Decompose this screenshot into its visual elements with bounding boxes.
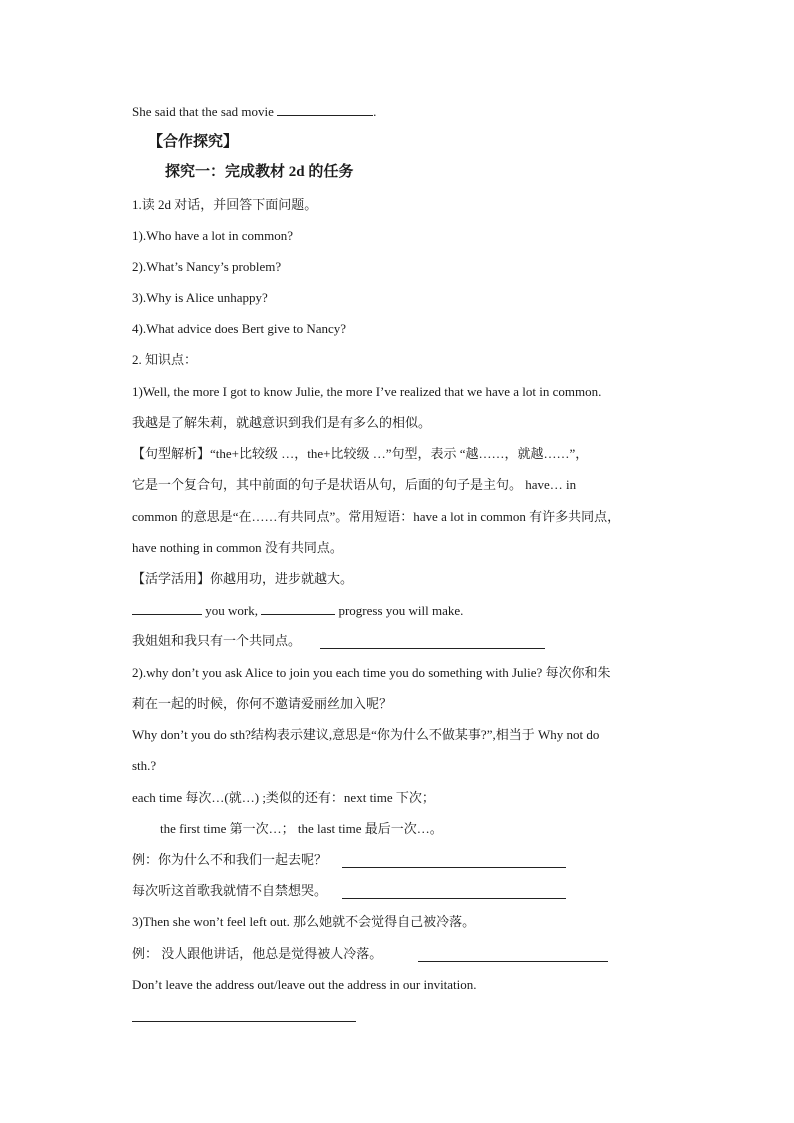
answer-line[interactable] xyxy=(132,1021,356,1022)
answer-line[interactable] xyxy=(342,898,566,899)
knowledge-point-1-translation: 我越是了解朱莉，就越意识到我们是有多么的相似。 xyxy=(132,415,432,430)
answer-blank[interactable] xyxy=(132,601,202,615)
sentence-analysis-line-1: 【句型解析】“the+比较级 …，the+比较级 …”句型，表示 “越……，就越……”， xyxy=(132,446,589,461)
question-1: 1).Who have a lot in common? xyxy=(132,228,294,243)
knowledge-heading: 2. 知识点： xyxy=(132,352,198,367)
sentence-analysis-line-3: common 的意思是“在……有共同点”。常用短语：have a lot in common 有许多共同点， xyxy=(132,509,621,524)
sentence-analysis-line-2: 它是一个复合句，其中前面的句子是状语从句，后面的句子是主句。 have… in xyxy=(132,477,577,492)
question-3: 3).Why is Alice unhappy? xyxy=(132,290,268,305)
sentence-analysis-line-4: have nothing in common 没有共同点。 xyxy=(132,540,343,555)
suggestion-structure-line-2: sth.? xyxy=(132,758,157,773)
example-why-not-go: 例：你为什么不和我们一起去呢？ xyxy=(132,852,328,867)
example-leave-out-address: Don’t leave the address out/leave out the address in our invitation. xyxy=(132,977,477,992)
example-song-cry: 每次听这首歌我就情不自禁想哭。 xyxy=(132,883,328,898)
section-heading-inquiry-one: 探究一：完成教材 2d 的任务 xyxy=(165,164,354,180)
answer-line[interactable] xyxy=(418,961,608,962)
practice-fill-sentence: you work, progress you will make. xyxy=(132,601,463,620)
each-time-note: each time 每次…(就…) ;类似的还有：next time 下次； xyxy=(132,790,435,805)
knowledge-point-3: 3)Then she won’t feel left out. 那么她就不会觉得自己被冷落。 xyxy=(132,914,476,929)
answer-line[interactable] xyxy=(320,648,545,649)
answer-blank[interactable] xyxy=(277,102,373,116)
practice-prompt: 【活学活用】你越用功，进步就越大。 xyxy=(132,571,354,586)
knowledge-point-1: 1)Well, the more I got to know Julie, the more I’ve realized that we have a lot in common. xyxy=(132,384,602,399)
first-last-time-note: the first time 第一次…； the last time 最后一次…。 xyxy=(160,821,443,836)
knowledge-point-2-translation: 莉在一起的时候，你何不邀请爱丽丝加入呢？ xyxy=(132,696,393,711)
question-4: 4).What advice does Bert give to Nancy? xyxy=(132,321,347,336)
task-instruction: 1.读 2d 对话，并回答下面问题。 xyxy=(132,197,318,212)
sentence-sad-movie: She said that the sad movie . xyxy=(132,104,377,119)
example-left-out: 例： 没人跟他讲话，他总是觉得被人冷落。 xyxy=(132,946,383,961)
suggestion-structure-line-1: Why don’t you do sth?结构表示建议,意思是“你为什么不做某事?”,相当于 Why not do xyxy=(132,727,600,742)
question-2: 2).What’s Nancy’s problem? xyxy=(132,259,282,274)
section-heading-cooperative-inquiry: 【合作探究】 xyxy=(148,134,239,150)
answer-blank[interactable] xyxy=(261,601,335,615)
knowledge-point-2: 2).why don’t you ask Alice to join you each time you do something with Julie? 每次你和朱 xyxy=(132,665,611,680)
practice-translate-common: 我姐姐和我只有一个共同点。 xyxy=(132,633,302,648)
answer-line[interactable] xyxy=(342,867,566,868)
